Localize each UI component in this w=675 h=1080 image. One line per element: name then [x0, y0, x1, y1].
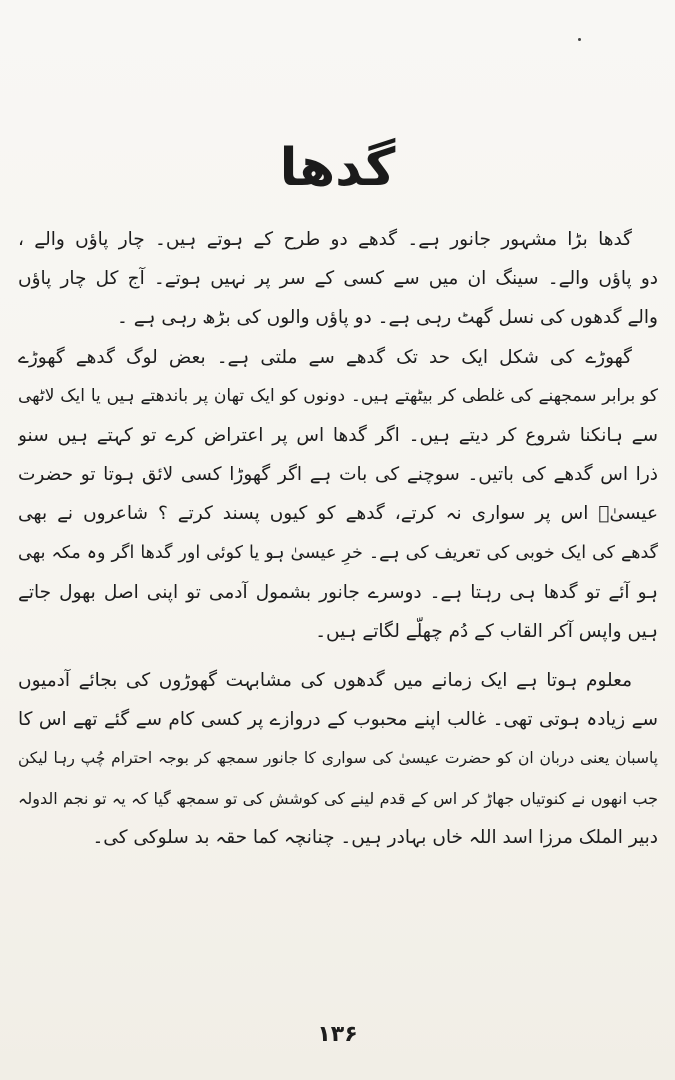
text-line: دو پاؤں والے۔ سینگ ان میں سے کسی کے سر پر نہیں ہوتے۔ آج کل چار پاؤں [18, 268, 658, 290]
chapter-title: گدھا [279, 138, 396, 198]
ink-speck [578, 38, 581, 41]
text-line: سے زیادہ ہوتی تھی۔ غالب اپنے محبوب کے دروازے پر کسی کام سے گئے تھے اس کا [18, 709, 658, 731]
text-line: ذرا اس گدھے کی باتیں۔ سوچنے کی بات ہے اگر گھوڑا کسی لائق ہوتا تو حضرت [18, 464, 658, 486]
text-line: گھوڑے کی شکل ایک حد تک گدھے سے ملتی ہے۔ بعض لوگ گدھے گھوڑے [18, 346, 632, 368]
text-line: گدھے کی ایک خوبی کی تعریف کی ہے۔ خرِ عیسیٰ ہو یا کوئی اور گدھا اگر وہ مکہ بھی [18, 542, 658, 563]
text-line: کو برابر سمجھنے کی غلطی کر بیٹھتے ہیں۔ دونوں کو ایک تھان پر باندھتے ہیں یا ایک لاٹھی [18, 385, 658, 406]
text-line: ہیں واپس آکر القاب کے دُم چھلّے لگاتے ہیں۔ [315, 620, 658, 642]
text-line: گدھا بڑا مشہور جانور ہے۔ گدھے دو طرح کے ہوتے ہیں۔ چار پاؤں والے ، [18, 229, 632, 250]
text-line: ہو آئے تو گدھا ہی رہتا ہے۔ دوسرے جانور بشمول آدمی تو اپنی اصل بھول جاتے [18, 581, 658, 603]
paragraph-gap [18, 651, 658, 661]
text-line: والے گدھوں کی نسل گھٹ رہی ہے۔ دو پاؤں والوں کی بڑھ رہی ہے ۔ [117, 307, 658, 329]
page-number: ۱۳۶ [317, 1022, 358, 1047]
paragraph-2 [18, 338, 658, 652]
paragraph-3 [18, 661, 658, 857]
page-body-text [18, 220, 658, 857]
text-line: سے ہانکنا شروع کر دیتے ہیں۔ اگر گدھا اس پر اعتراض کرے تو کہتے ہیں سنو [18, 424, 658, 446]
text-line: پاسبان یعنی دربان ان کو حضرت عیسیٰ کی سواری کا جانور سمجھ کر بوجہ احترام چُپ رہا لیکن [18, 749, 658, 768]
paragraph-1 [18, 220, 658, 338]
text-line: جب انھوں نے کنوتیاں جھاڑ کر اس کے قدم لینے کی کوشش کی تو سمجھ گیا کہ یہ تو نجم الدولہ [18, 788, 658, 808]
text-line: معلوم ہوتا ہے ایک زمانے میں گدھوں کی مشابہت گھوڑوں کی بجائے آدمیوں [18, 670, 632, 692]
text-line: عیسیٰؑ اس پر سواری نہ کرتے، گدھے کو کیوں پسند کرتے ؟ شاعروں نے بھی [18, 503, 658, 525]
text-line: دبیر الملک مرزا اسد اللہ خاں بہادر ہیں۔ چنانچہ کما حقہ بد سلوکی کی۔ [92, 826, 658, 848]
